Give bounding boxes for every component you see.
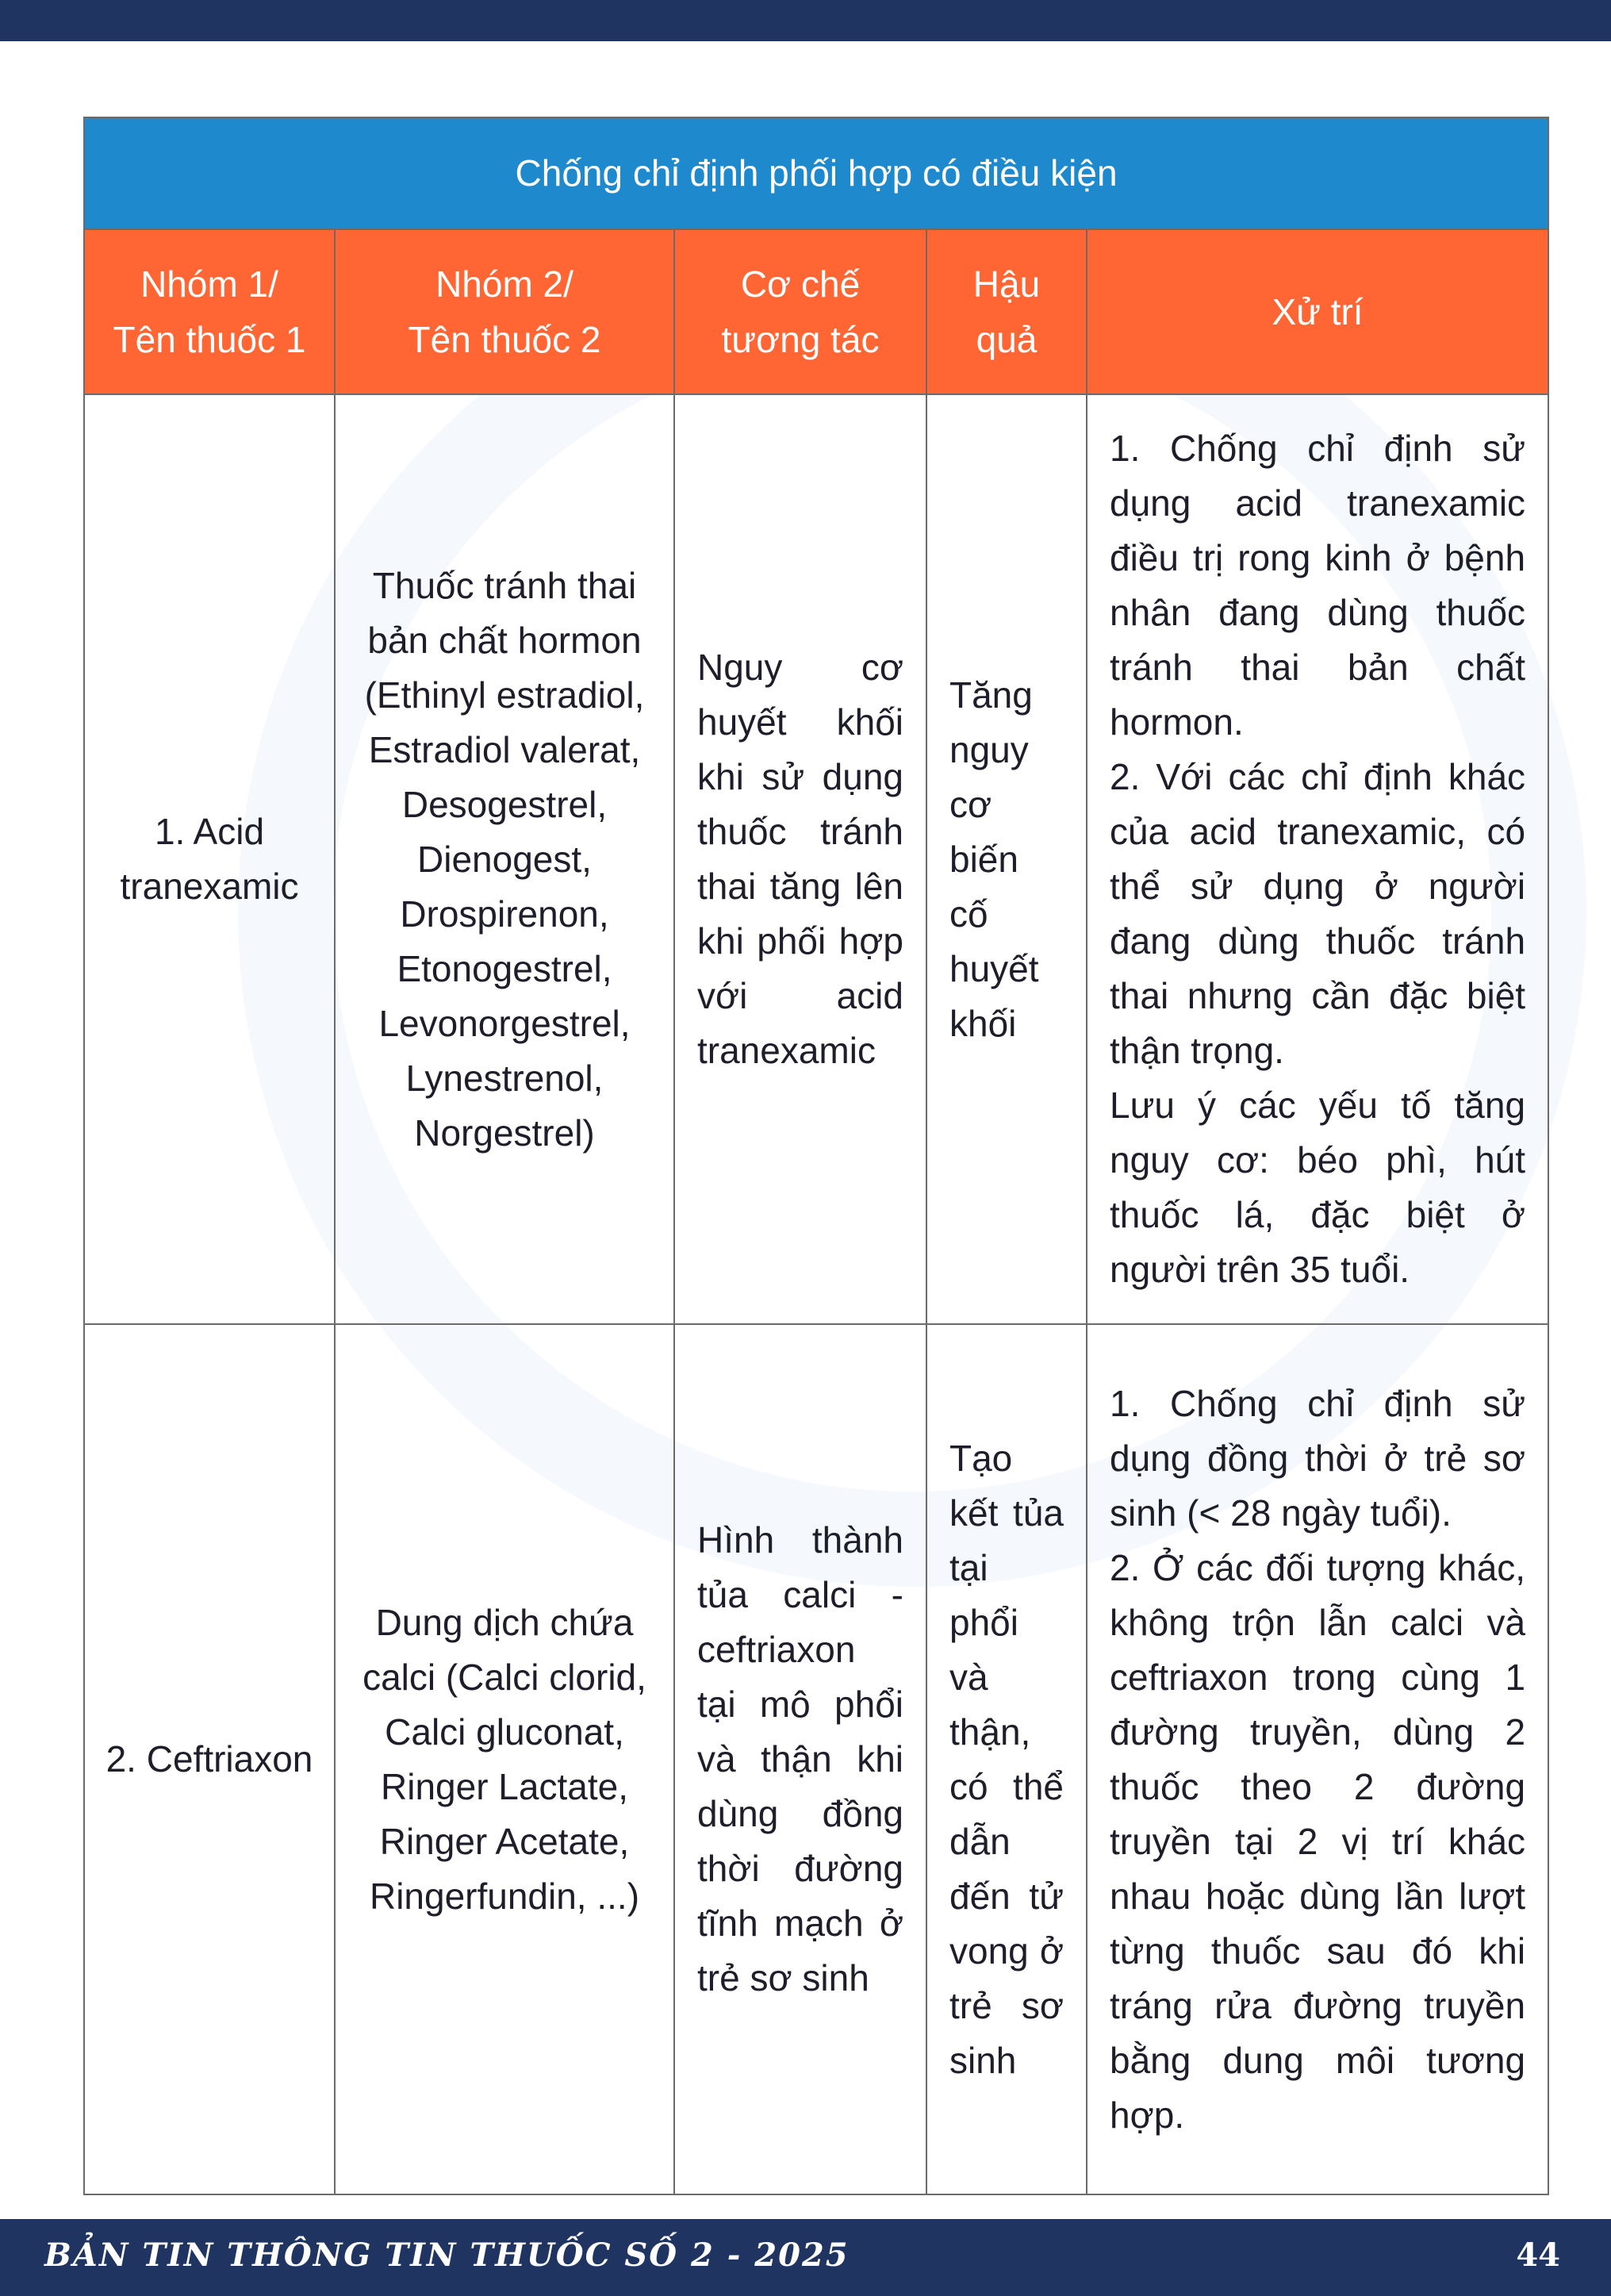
header-drug1-line1: Nhóm 1/ <box>140 263 278 305</box>
header-mechanism <box>674 229 926 394</box>
cell-drug1: 1. Acid tranexamic <box>84 394 335 1324</box>
header-drug2 <box>335 229 674 394</box>
header-drug2-line1: Nhóm 2/ <box>435 263 573 305</box>
management-paragraph: 2. Với các chỉ định khác của acid tranexamic, có thể sử dụng ở người đang dùng thuốc tránh thai nhưng cần đặc biệt thận trọng. <box>1110 756 1526 1071</box>
header-mechanism-line2: tương tác <box>721 319 880 360</box>
contraindication-table <box>83 117 1549 2195</box>
cell-drug2: Dung dịch chứa calci (Calci clorid, Calci gluconat, Ringer Lactate, Ringer Acetate, Ringerfundin, ...) <box>335 1324 674 2194</box>
management-paragraph: 1. Chống chỉ định sử dụng đồng thời ở trẻ sơ sinh (< 28 ngày tuổi). <box>1110 1382 1526 1534</box>
header-consequence <box>926 229 1087 394</box>
header-drug2-line2: Tên thuốc 2 <box>408 319 601 360</box>
header-management-line1: Xử trí <box>1272 291 1364 332</box>
header-drug1-line2: Tên thuốc 1 <box>113 319 306 360</box>
cell-management <box>1087 394 1548 1324</box>
table-title: Chống chỉ định phối hợp có điều kiện <box>84 117 1548 229</box>
table-row <box>84 394 1548 1324</box>
top-bar <box>0 0 1611 41</box>
cell-drug2: Thuốc tránh thai bản chất hormon (Ethinyl estradiol, Estradiol valerat, Desogestrel, Dienogest, Drospirenon, Etonogestrel, Levonorgestrel, Lynestrenol, Norgestrel) <box>335 394 674 1324</box>
cell-consequence: Tăng nguy cơ biến cố huyết khối <box>926 394 1087 1324</box>
cell-management <box>1087 1324 1548 2194</box>
cell-consequence: Tạo kết tủa tại phổi và thận, có thể dẫn đến tử vong ở trẻ sơ sinh <box>926 1324 1087 2194</box>
header-consequence-line1: Hậu <box>972 263 1041 305</box>
page-number: 44 <box>1516 2236 1560 2274</box>
header-drug1 <box>84 229 335 394</box>
header-mechanism-line1: Cơ chế <box>740 263 861 305</box>
cell-mechanism: Nguy cơ huyết khối khi sử dụng thuốc tránh thai tăng lên khi phối hợp với acid tranexamic <box>674 394 926 1324</box>
cell-drug1: 2. Ceftriaxon <box>84 1324 335 2194</box>
management-paragraph: Lưu ý các yếu tố tăng nguy cơ: béo phì, hút thuốc lá, đặc biệt ở người trên 35 tuổi. <box>1110 1085 1526 1290</box>
management-paragraph: 1. Chống chỉ định sử dụng acid tranexamic điều trị rong kinh ở bệnh nhân đang dùng thuốc tránh thai bản chất hormon. <box>1110 428 1526 743</box>
header-management <box>1087 229 1548 394</box>
footer-bar <box>0 2219 1611 2296</box>
management-paragraph: 2. Ở các đối tượng khác, không trộn lẫn calci và ceftriaxon trong cùng 1 đường truyền, dùng 2 thuốc theo 2 đường truyền tại 2 vị trí khác nhau hoặc dùng lần lượt từng thuốc sau đó khi tráng rửa đường truyền bằng dung môi tương hợp. <box>1110 1546 1526 2136</box>
table-row <box>84 1324 1548 2194</box>
footer-title: BẢN TIN THÔNG TIN THUỐC SỐ 2 - 2025 <box>44 2236 850 2274</box>
cell-mechanism: Hình thành tủa calci - ceftriaxon tại mô phổi và thận khi dùng đồng thời đường tĩnh mạch ở trẻ sơ sinh <box>674 1324 926 2194</box>
header-consequence-line2: quả <box>976 319 1038 360</box>
